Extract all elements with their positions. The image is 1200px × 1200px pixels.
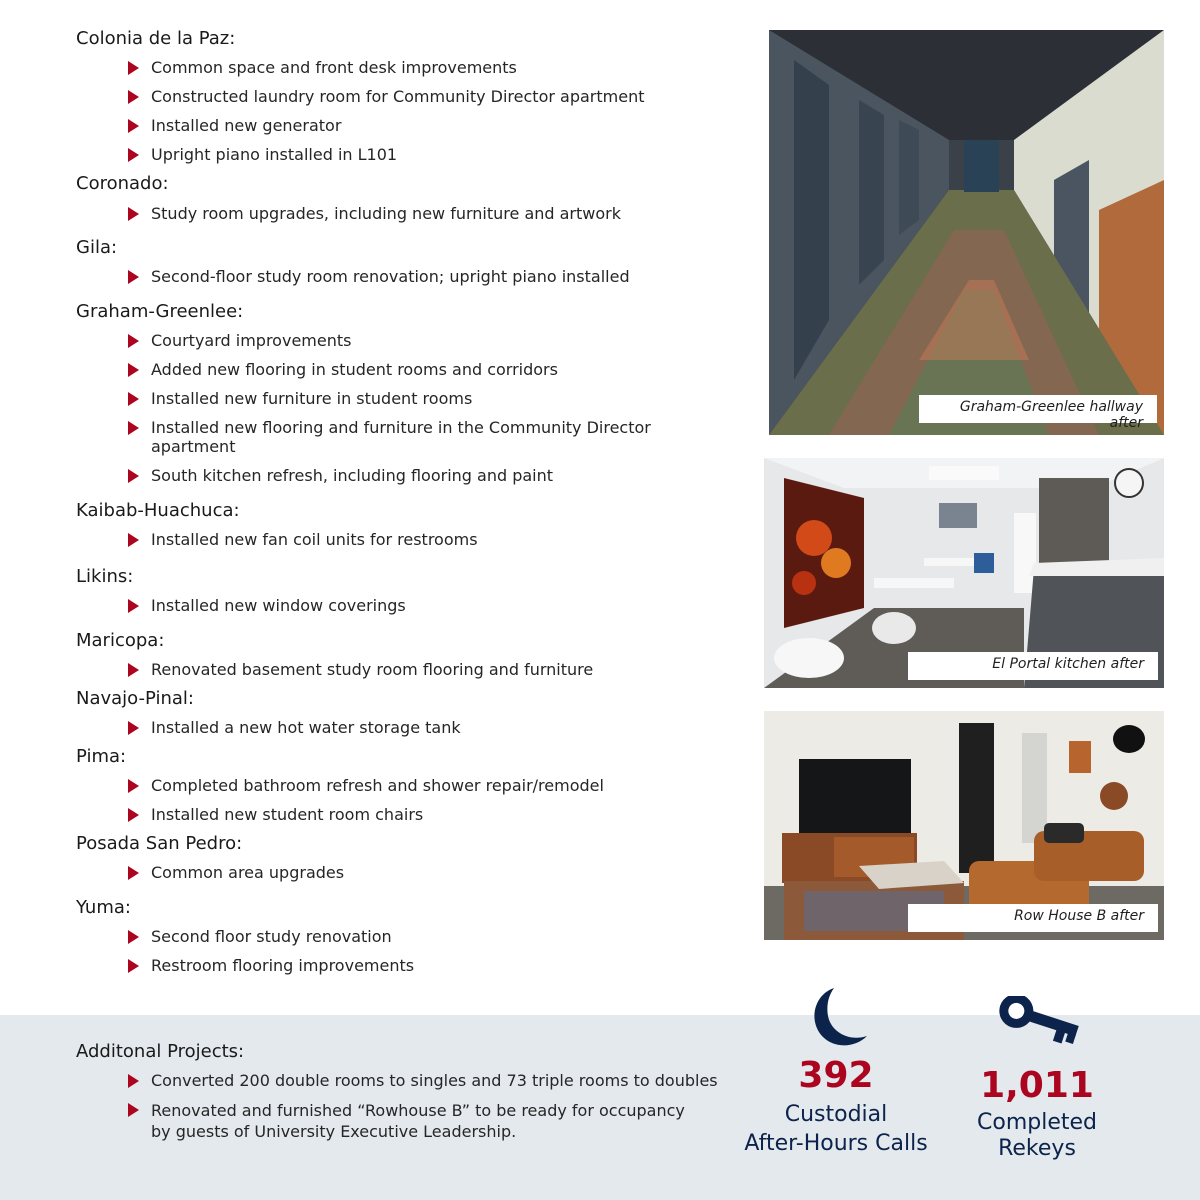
kitchen-photo <box>764 458 1164 688</box>
stat-custodial-calls <box>736 986 936 1158</box>
list-item: Renovated basement study room flooring and furniture <box>128 660 736 679</box>
list-item: Constructed laundry room for Community Director apartment <box>128 87 736 106</box>
bullet-triangle-icon <box>128 207 139 221</box>
stat-completed-rekeys <box>937 996 1137 1162</box>
hall-name: Likins: <box>76 566 134 587</box>
hall-items <box>76 58 736 164</box>
hall-name: Maricopa: <box>76 630 165 651</box>
bullet-triangle-icon <box>128 1103 139 1117</box>
hall-section <box>76 566 736 615</box>
list-item: Installed new student room chairs <box>128 805 736 824</box>
list-item: Study room upgrades, including new furniture and artwork <box>128 204 736 223</box>
hall-name: Pima: <box>76 746 127 767</box>
list-item: Common area upgrades <box>128 863 736 882</box>
list-item: Installed new generator <box>128 116 736 135</box>
stat-value: 1,011 <box>980 1065 1094 1106</box>
list-item: Installed new fan coil units for restrooms <box>128 530 736 549</box>
bullet-triangle-icon <box>128 61 139 75</box>
hallway-image <box>769 30 1164 435</box>
hall-section <box>76 630 736 679</box>
hall-name: Coronado: <box>76 173 169 194</box>
list-item: Renovated and furnished “Rowhouse B” to be ready for occupancy by guests of University Executive Leadership. <box>128 1100 688 1142</box>
list-item: Second-floor study room renovation; upright piano installed <box>128 267 736 286</box>
list-item: Added new flooring in student rooms and corridors <box>128 360 736 379</box>
bullet-triangle-icon <box>128 599 139 613</box>
bullet-triangle-icon <box>128 148 139 162</box>
list-item: Second floor study renovation <box>128 927 736 946</box>
photo-caption: Graham-Greenlee hallway after <box>919 395 1157 423</box>
bullet-triangle-icon <box>128 866 139 880</box>
rowhouse-photo <box>764 711 1164 940</box>
hall-items <box>76 927 736 975</box>
list-item: Installed new flooring and furniture in the Community Director apartment <box>128 418 736 456</box>
bullet-triangle-icon <box>128 721 139 735</box>
hall-items <box>76 204 736 223</box>
moon-icon <box>801 986 871 1050</box>
bullet-triangle-icon <box>128 469 139 483</box>
stat-label-line1: Completed <box>977 1110 1097 1135</box>
list-item: Converted 200 double rooms to singles and 73 triple rooms to doubles <box>128 1071 756 1090</box>
hall-list <box>76 28 736 975</box>
hall-section <box>76 833 736 882</box>
photo-caption: El Portal kitchen after <box>908 652 1158 680</box>
stat-label-line2: After-Hours Calls <box>744 1131 928 1156</box>
hall-section <box>76 897 736 975</box>
list-item: Restroom flooring improvements <box>128 956 736 975</box>
list-item: Installed a new hot water storage tank <box>128 718 736 737</box>
hall-section <box>76 28 736 164</box>
additional-title: Additonal Projects: <box>76 1041 245 1062</box>
bullet-triangle-icon <box>128 779 139 793</box>
hall-name: Kaibab-Huachuca: <box>76 500 240 521</box>
list-item: Upright piano installed in L101 <box>128 145 736 164</box>
list-item: Completed bathroom refresh and shower repair/remodel <box>128 776 736 795</box>
key-icon <box>991 996 1083 1054</box>
bullet-triangle-icon <box>128 959 139 973</box>
hall-section <box>76 173 736 223</box>
hall-name: Colonia de la Paz: <box>76 28 236 49</box>
hall-section <box>76 301 736 485</box>
bullet-triangle-icon <box>128 421 139 435</box>
bullet-triangle-icon <box>128 270 139 284</box>
bullet-triangle-icon <box>128 930 139 944</box>
additional-items <box>76 1071 756 1142</box>
hall-section <box>76 500 736 549</box>
bullet-triangle-icon <box>128 119 139 133</box>
bullet-triangle-icon <box>128 808 139 822</box>
hall-items <box>76 331 736 485</box>
bullet-triangle-icon <box>128 334 139 348</box>
hall-section <box>76 746 736 824</box>
hallway-photo <box>769 30 1164 435</box>
stat-value: 392 <box>798 1055 874 1096</box>
hall-name: Graham-Greenlee: <box>76 301 244 322</box>
bullet-triangle-icon <box>128 663 139 677</box>
additional-projects <box>76 1041 756 1142</box>
photo-caption: Row House B after <box>908 904 1158 932</box>
hall-name: Yuma: <box>76 897 131 918</box>
stat-label-line2: Rekeys <box>998 1136 1076 1161</box>
hall-name: Navajo-Pinal: <box>76 688 194 709</box>
hall-items <box>76 863 736 882</box>
bullet-triangle-icon <box>128 363 139 377</box>
stat-label-line1: Custodial <box>784 1102 888 1127</box>
list-item: Installed new window coverings <box>128 596 736 615</box>
hall-section <box>76 688 736 737</box>
list-item: Common space and front desk improvements <box>128 58 736 77</box>
list-item: Installed new furniture in student rooms <box>128 389 736 408</box>
hall-items <box>76 660 736 679</box>
hall-section <box>76 237 736 286</box>
hall-items <box>76 596 736 615</box>
hall-name: Posada San Pedro: <box>76 833 243 854</box>
hall-name: Gila: <box>76 237 118 258</box>
bullet-triangle-icon <box>128 392 139 406</box>
bullet-triangle-icon <box>128 90 139 104</box>
list-item: South kitchen refresh, including flooring and paint <box>128 466 736 485</box>
bullet-triangle-icon <box>128 1074 139 1088</box>
list-item: Courtyard improvements <box>128 331 736 350</box>
hall-items <box>76 718 736 737</box>
bullet-triangle-icon <box>128 533 139 547</box>
hall-items <box>76 267 736 286</box>
hall-items <box>76 776 736 824</box>
hall-items <box>76 530 736 549</box>
